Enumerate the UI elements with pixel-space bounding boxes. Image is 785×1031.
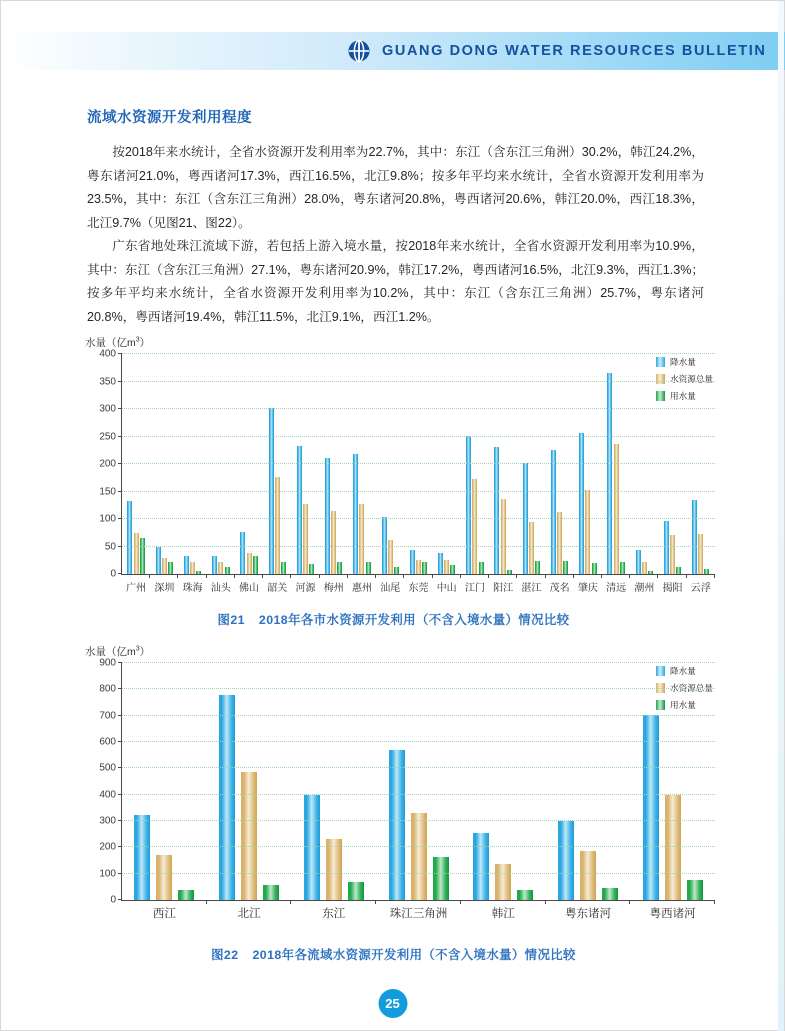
y-axis-tick-mark xyxy=(118,463,122,464)
x-axis-tick-mark xyxy=(403,574,404,578)
x-axis-tick-label: 阳江 xyxy=(493,583,514,594)
bar-group xyxy=(178,354,206,594)
legend-item-total-resources xyxy=(656,373,713,385)
y-axis-tick-mark xyxy=(118,518,122,519)
bar-group xyxy=(348,354,376,594)
y-axis-tick-label: 900 xyxy=(99,657,116,669)
bar-降水量 xyxy=(607,373,612,574)
y-axis-tick-mark xyxy=(118,846,122,847)
y-axis-tick-mark xyxy=(118,546,122,547)
x-axis-tick-mark xyxy=(657,574,658,578)
y-axis-tick-label: 50 xyxy=(104,541,116,552)
bar-降水量 xyxy=(579,433,584,574)
bar-降水量 xyxy=(410,550,415,574)
y-axis-tick-label: 0 xyxy=(110,894,116,906)
x-axis-tick-label: 深圳 xyxy=(154,583,175,594)
x-axis-tick-mark xyxy=(347,574,348,578)
chart1-bar-groups xyxy=(122,354,715,594)
x-axis-tick-label: 东莞 xyxy=(408,583,429,594)
bar-group xyxy=(433,354,461,594)
page-title: 流域水资源开发利用程度 xyxy=(87,110,252,126)
x-axis-tick-mark xyxy=(375,900,376,904)
paragraph-2: 广东省地处珠江流域下游，若包括上游入境水量，按2018年来水统计，全省水资源开发利用率为10.9%，其中：东江（含东江三角洲）27.1%，粤东诸河20.9%，韩江17.2%，粤西诸河16.5%，北江9.3%，西江1.3%；按多年平均来水统计，全省水资源开发利用率为10.2%，其中：东江（含东江三角洲）25.7%，粤东诸河20.8%，粤西诸河19.4%，韩江11.5%，北江9.1%，西江1.2%。 xyxy=(87,239,704,324)
gridline xyxy=(122,688,715,689)
bar-降水量 xyxy=(466,436,471,574)
legend-item-precipitation xyxy=(656,665,713,677)
bar-降水量 xyxy=(240,532,245,574)
bar-用水量 xyxy=(281,562,286,574)
bar-水资源总量 xyxy=(156,855,172,900)
x-axis-tick-mark xyxy=(319,574,320,578)
page-number-badge: 25 xyxy=(378,989,407,1018)
bar-用水量 xyxy=(479,562,484,574)
chart2-bar-groups xyxy=(122,663,715,920)
legend-swatch-water-use-icon xyxy=(656,700,665,710)
x-axis-tick-mark xyxy=(516,574,517,578)
bar-用水量 xyxy=(687,880,703,900)
x-axis-tick-mark xyxy=(460,900,461,904)
bar-用水量 xyxy=(140,538,145,574)
x-axis-tick-mark xyxy=(629,574,630,578)
y-axis-tick-label: 100 xyxy=(99,868,116,880)
gridline xyxy=(122,662,715,663)
bar-降水量 xyxy=(692,500,697,574)
chart1-y-axis-unit: 水量（亿$m^3$） xyxy=(85,336,151,349)
x-axis-tick-mark xyxy=(290,574,291,578)
bar-水资源总量 xyxy=(134,533,139,574)
x-axis-tick-label: 佛山 xyxy=(239,583,260,594)
bar-用水量 xyxy=(263,885,279,900)
bar-group xyxy=(291,663,376,920)
x-axis-tick-label: 梅州 xyxy=(323,583,344,594)
bar-用水量 xyxy=(309,564,314,574)
x-axis-tick-mark xyxy=(573,574,574,578)
bar-降水量 xyxy=(664,521,669,574)
gridline xyxy=(122,846,715,847)
y-axis-tick-mark xyxy=(118,715,122,716)
bar-降水量 xyxy=(304,795,320,900)
bar-降水量 xyxy=(134,815,150,900)
gridline xyxy=(122,436,715,437)
chart2-y-axis-unit: 水量（亿$m^3$） xyxy=(85,645,151,658)
x-axis-tick-label: 清远 xyxy=(606,583,627,594)
bar-降水量 xyxy=(636,550,641,574)
bar-group xyxy=(150,354,178,594)
bar-用水量 xyxy=(517,890,533,900)
x-axis-tick-label: 惠州 xyxy=(351,583,372,594)
bar-group xyxy=(461,663,546,920)
bar-水资源总量 xyxy=(162,558,167,575)
x-axis-tick-mark xyxy=(149,574,150,578)
x-axis-tick-label: 韩江 xyxy=(491,908,515,920)
x-axis-tick-mark xyxy=(488,574,489,578)
bar-group xyxy=(630,354,658,594)
header-inner xyxy=(346,38,766,64)
bar-降水量 xyxy=(558,821,574,900)
x-axis-tick-label: 东江 xyxy=(322,908,346,920)
bar-水资源总量 xyxy=(495,864,511,900)
bar-水资源总量 xyxy=(247,553,252,574)
bar-用水量 xyxy=(433,857,449,900)
x-axis-tick-label: 茂名 xyxy=(549,583,570,594)
bar-用水量 xyxy=(507,570,512,574)
bar-水资源总量 xyxy=(331,511,336,574)
legend-label-precipitation: 降水量 xyxy=(670,357,696,367)
bar-用水量 xyxy=(648,571,653,574)
bar-降水量 xyxy=(438,553,443,574)
bar-用水量 xyxy=(563,561,568,574)
bar-水资源总量 xyxy=(529,522,534,574)
legend-label-precipitation: 降水量 xyxy=(670,666,696,676)
bar-group xyxy=(263,354,291,594)
y-axis-tick-mark xyxy=(118,491,122,492)
bar-降水量 xyxy=(156,547,161,575)
bar-水资源总量 xyxy=(444,560,449,574)
bar-水资源总量 xyxy=(580,851,596,901)
chart1-legend xyxy=(656,356,713,402)
y-axis-tick-label: 700 xyxy=(99,710,116,722)
x-axis-tick-label: 中山 xyxy=(436,583,457,594)
y-axis-tick-mark xyxy=(118,353,122,354)
bar-用水量 xyxy=(535,561,540,574)
y-axis-tick-label: 400 xyxy=(99,789,116,801)
y-axis-tick-label: 250 xyxy=(99,431,116,442)
guangdong-water-logo-icon xyxy=(346,38,372,64)
y-axis-tick-label: 300 xyxy=(99,403,116,415)
bar-用水量 xyxy=(422,562,427,574)
bar-水资源总量 xyxy=(670,535,675,574)
y-axis-tick-mark xyxy=(118,899,122,900)
x-axis-tick-label: 汕头 xyxy=(210,583,231,594)
bar-group xyxy=(517,354,545,594)
y-axis-tick-label: 0 xyxy=(110,568,116,580)
bar-水资源总量 xyxy=(665,795,681,900)
x-axis-tick-label: 广州 xyxy=(126,583,147,594)
header-title: GUANG DONG WATER RESOURCES BULLETIN xyxy=(382,43,767,59)
bar-降水量 xyxy=(473,833,489,900)
figure22-caption xyxy=(1,945,785,963)
legend-swatch-precipitation-icon xyxy=(656,666,665,676)
bar-group xyxy=(602,354,630,594)
gridline xyxy=(122,353,715,354)
x-axis-tick-mark xyxy=(686,574,687,578)
bar-降水量 xyxy=(212,556,217,574)
legend-label-total-resources: 水资源总量 xyxy=(670,683,713,693)
bar-水资源总量 xyxy=(642,562,647,574)
bar-降水量 xyxy=(551,450,556,574)
bar-降水量 xyxy=(494,447,499,574)
bar-用水量 xyxy=(178,890,194,900)
bar-用水量 xyxy=(676,567,681,574)
bar-group xyxy=(320,354,348,594)
y-axis-tick-mark xyxy=(118,741,122,742)
chart1-plot-area xyxy=(99,348,715,594)
bar-用水量 xyxy=(337,562,342,574)
bar-水资源总量 xyxy=(411,813,427,900)
legend-label-water-use: 用水量 xyxy=(670,391,696,401)
y-axis-tick-label: 150 xyxy=(99,486,116,497)
x-axis-tick-mark xyxy=(234,574,235,578)
bar-降水量 xyxy=(297,446,302,574)
legend-swatch-total-resources-icon xyxy=(656,374,665,384)
figure22-text: 2018年各流域水资源开发利用（不含入境水量）情况比较 xyxy=(252,948,576,962)
gridline xyxy=(122,767,715,768)
y-axis-tick-mark xyxy=(118,573,122,574)
y-axis-tick-mark xyxy=(118,408,122,409)
bar-水资源总量 xyxy=(241,772,257,900)
bar-用水量 xyxy=(253,556,258,574)
gridline xyxy=(122,381,715,382)
bar-group xyxy=(376,663,461,920)
y-axis-tick-label: 400 xyxy=(99,348,116,360)
x-axis-tick-mark xyxy=(375,574,376,578)
bar-group xyxy=(122,354,150,594)
x-axis-tick-mark xyxy=(714,900,715,904)
bar-用水量 xyxy=(602,888,618,900)
y-axis-tick-label: 600 xyxy=(99,736,116,748)
chart-figure21 xyxy=(85,337,715,605)
x-axis-tick-mark xyxy=(177,574,178,578)
figure22-number: 图22 xyxy=(211,948,239,962)
page-edge-strip xyxy=(778,1,784,1031)
x-axis-tick-mark xyxy=(629,900,630,904)
legend-item-precipitation xyxy=(656,356,713,368)
legend-swatch-water-use-icon xyxy=(656,391,665,401)
bar-用水量 xyxy=(620,562,625,574)
bar-group xyxy=(404,354,432,594)
x-axis-tick-mark xyxy=(206,900,207,904)
bar-水资源总量 xyxy=(303,504,308,574)
gridline xyxy=(122,873,715,874)
gridline xyxy=(122,518,715,519)
x-axis-tick-label: 珠江三角洲 xyxy=(389,908,448,920)
bar-水资源总量 xyxy=(190,562,195,574)
y-axis-tick-label: 350 xyxy=(99,376,116,387)
bar-group xyxy=(207,354,235,594)
body-text xyxy=(87,141,704,329)
y-axis-tick-label: 100 xyxy=(99,513,116,525)
bar-用水量 xyxy=(366,562,371,574)
x-axis-tick-label: 肇庆 xyxy=(577,583,598,594)
figure21-text: 2018年各市水资源开发利用（不含入境水量）情况比较 xyxy=(258,613,570,627)
gridline xyxy=(122,463,715,464)
gridline xyxy=(122,820,715,821)
y-axis-tick-mark xyxy=(118,381,122,382)
page-header xyxy=(1,32,785,70)
bar-group xyxy=(291,354,319,594)
y-axis-tick-label: 800 xyxy=(99,683,116,695)
x-axis-tick-mark xyxy=(290,900,291,904)
x-axis-tick-mark xyxy=(262,574,263,578)
y-axis-tick-mark xyxy=(118,873,122,874)
bar-水资源总量 xyxy=(472,479,477,574)
x-axis-tick-label: 粤西诸河 xyxy=(649,908,696,920)
y-axis-tick-mark xyxy=(118,436,122,437)
y-axis-tick-mark xyxy=(118,820,122,821)
bar-group xyxy=(461,354,489,594)
bar-降水量 xyxy=(325,458,330,574)
bar-group xyxy=(207,663,292,920)
gridline xyxy=(122,715,715,716)
bar-用水量 xyxy=(225,567,230,574)
chart-figure22 xyxy=(85,646,715,931)
legend-label-water-use: 用水量 xyxy=(670,700,696,710)
y-axis-tick-label: 500 xyxy=(99,762,116,774)
x-axis-tick-mark xyxy=(432,574,433,578)
x-axis-tick-label: 西江 xyxy=(152,908,176,920)
bar-水资源总量 xyxy=(416,560,421,574)
x-axis-tick-label: 潮州 xyxy=(634,583,655,594)
y-axis-tick-mark xyxy=(118,767,122,768)
legend-label-total-resources: 水资源总量 xyxy=(670,374,713,384)
x-axis-tick-mark xyxy=(714,574,715,578)
x-axis-tick-label: 珠海 xyxy=(182,583,203,594)
bar-水资源总量 xyxy=(501,499,506,574)
bar-用水量 xyxy=(394,567,399,574)
figure21-caption xyxy=(1,610,785,628)
legend-swatch-precipitation-icon xyxy=(656,357,665,367)
bar-用水量 xyxy=(348,882,364,900)
x-axis-tick-label: 韶关 xyxy=(267,583,288,594)
y-axis-tick-label: 200 xyxy=(99,841,116,853)
x-axis-tick-label: 粤东诸河 xyxy=(564,908,611,920)
bar-group xyxy=(546,354,574,594)
figure21-number: 图21 xyxy=(217,613,245,627)
bar-降水量 xyxy=(184,556,189,574)
chart2-plot-area xyxy=(99,657,715,920)
bar-用水量 xyxy=(450,565,455,574)
x-axis-tick-mark xyxy=(460,574,461,578)
bar-用水量 xyxy=(704,569,709,575)
gridline xyxy=(122,408,715,409)
bar-用水量 xyxy=(196,571,201,574)
bar-水资源总量 xyxy=(359,504,364,574)
legend-item-water-use xyxy=(656,699,713,711)
x-axis-tick-label: 云浮 xyxy=(690,583,711,594)
bar-group xyxy=(376,354,404,594)
x-axis-tick-mark xyxy=(206,574,207,578)
x-axis-tick-label: 河源 xyxy=(295,583,316,594)
legend-item-water-use xyxy=(656,390,713,402)
y-axis-tick-mark xyxy=(118,662,122,663)
bar-水资源总量 xyxy=(326,839,342,900)
gridline xyxy=(122,741,715,742)
bar-group xyxy=(235,354,263,594)
bar-水资源总量 xyxy=(698,534,703,574)
bar-group xyxy=(489,354,517,594)
bar-降水量 xyxy=(389,750,405,900)
x-axis-tick-label: 揭阳 xyxy=(662,583,683,594)
y-axis-tick-label: 200 xyxy=(99,458,116,470)
gridline xyxy=(122,546,715,547)
bar-降水量 xyxy=(127,501,132,574)
bar-水资源总量 xyxy=(218,562,223,574)
y-axis-tick-mark xyxy=(118,794,122,795)
bar-水资源总量 xyxy=(585,490,590,574)
bar-用水量 xyxy=(168,562,173,574)
x-axis-tick-mark xyxy=(545,574,546,578)
bar-group xyxy=(546,663,631,920)
bar-group xyxy=(122,663,207,920)
bar-降水量 xyxy=(219,695,235,900)
bar-group xyxy=(574,354,602,594)
gridline xyxy=(122,794,715,795)
x-axis-tick-label: 湛江 xyxy=(521,583,542,594)
x-axis-tick-mark xyxy=(545,900,546,904)
bar-水资源总量 xyxy=(557,512,562,574)
y-axis-tick-mark xyxy=(118,688,122,689)
x-axis-tick-label: 北江 xyxy=(237,908,261,920)
x-axis-tick-label: 江门 xyxy=(464,583,485,594)
bar-降水量 xyxy=(353,454,358,574)
y-axis-tick-label: 300 xyxy=(99,815,116,827)
paragraph-1: 按2018年来水统计，全省水资源开发利用率为22.7%，其中：东江（含东江三角洲）30.2%，韩江24.2%，粤东诸河21.0%，粤西诸河17.3%，西江16.5%，北江9.8%；按多年平均来水统计，全省水资源开发利用率为23.5%，其中：东江（含东江三角洲）28.0%，粤东诸河20.8%，粤西诸河20.6%，韩江20.0%，西江18.3%，北江9.7%（见图21、图22）。 xyxy=(87,145,704,230)
x-axis-tick-mark xyxy=(601,574,602,578)
x-axis-tick-label: 汕尾 xyxy=(380,583,401,594)
bar-用水量 xyxy=(592,563,597,574)
gridline xyxy=(122,491,715,492)
